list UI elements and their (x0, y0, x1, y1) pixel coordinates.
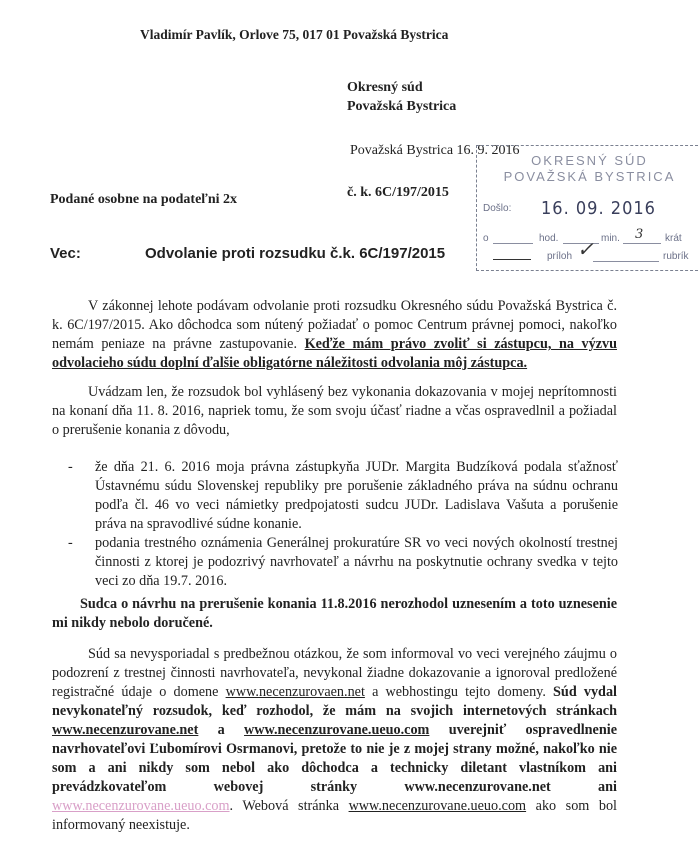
stamp-hour-line (493, 233, 533, 244)
place-and-date: Považská Bystrica 16. 9. 2016 (350, 143, 520, 158)
list-item-text: že dňa 21. 6. 2016 moja právna zástupkyňa JUDr. Margita Budzíková podala sťažnosť Ústavnému súdu Slovenskej republiky pre porušenie základného práva na súdnu ochranu podľa čl. 46 vo veci námietky predpojatosti sudcu JUDr. Ladislava Vašuta a porušenie práva na spravodlivé súdne konanie. (95, 459, 618, 532)
list-item (68, 458, 618, 534)
submission-note: Podané osobne na podateľni 2x (50, 192, 238, 207)
paragraph-appeal-intro (52, 297, 617, 373)
stamp-times-label: krát (665, 233, 682, 244)
stamp-count-value: 3 (635, 227, 644, 242)
stamp-title-line-2: POVAŽSKÁ BYSTRICA (503, 169, 676, 184)
list-item (68, 534, 618, 591)
stamp-rubric-line (593, 251, 659, 262)
stamp-handwritten-dash (493, 249, 531, 260)
sender-address: Vladimír Pavlík, Orlove 75, 017 01 Považská Bystrica (140, 27, 449, 42)
domain-link-website-ueuo-com[interactable]: www.necenzurovane.ueuo.com (348, 798, 527, 814)
stamp-title (477, 153, 700, 185)
paragraph-appeal-emphasis: Keďže mám právo zvoliť si zástupcu, na výzvu odvolacieho súdu doplní ďalšie obligatórne náležitosti odvolania môj zástupca. (52, 336, 617, 371)
recipient-court (347, 78, 456, 116)
stamp-received-label: Došlo: (483, 203, 512, 214)
paragraph-court-failure-bold-2: a (198, 722, 245, 738)
stamp-min-label: min. (601, 233, 620, 244)
stamp-received-date: 16. 09. 2016 (541, 198, 656, 219)
paragraph-court-failure-text-3: . Webová stránka (229, 798, 349, 814)
list-item-text: podania trestného oznámenia Generálnej prokuratúre SR vo veci nových okolností trestnej činnosti z ktorej je podozrivý navrhovateľ a návrhu na poskytnutie ochrany svedka v tejto veci zo dňa 19.7. 2016. (95, 535, 618, 589)
paragraph-court-failure-bold-3: uverejniť ospravedlnenie navrhovateľovi Ľubomírovi Osrmanovi, pretože to nie je z mojej strany možné, nakoľko nie som a ani nikdy som nebol ako dôchodca a technicky diletant vlastníkom ani prevádzkovateľom webovej stránky www.necenzurovane.net ani (52, 722, 617, 795)
paragraph-court-failure-text-2: a webhostingu tejto domeny. (364, 684, 554, 700)
stamp-o-label: o (483, 233, 489, 244)
domain-link-necenzurovane-ueuo-com[interactable]: www.necenzurovane.ueuo.com (244, 722, 430, 738)
domain-link-necenzurovaen-net[interactable]: www.necenzurovaen.net (225, 684, 365, 700)
recipient-line-2: Považská Bystrica (347, 99, 457, 114)
paragraph-reasons-text: Uvádzam len, že rozsudok bol vyhlásený bez vykonania dokazovania v mojej neprítomnosti na konaní dňa 11. 8. 2016, napriek tomu, že som svoju účasť riadne a včas ospravedlnil a požiadal o prerušenie konania z dôvodu, (52, 384, 617, 438)
recipient-line-1: Okresný súd (347, 80, 423, 95)
list-bullet-dash: - (68, 459, 73, 475)
domain-link-necenzurovane-net[interactable]: www.necenzurovane.net (52, 722, 199, 738)
stamp-rubric-label: rubrík (663, 251, 689, 262)
paragraph-appeal-intro-text: V zákonnej lehote podávam odvolanie proti rozsudku Okresného súdu Považská Bystrica č. k. 6C/197/2015. Ako dôchodca som nútený požiadať o pomoc Centrum právnej pomoci, nakoľko nemám peniaze na právne zastupovanie. (52, 298, 617, 352)
paragraph-court-failure-text-4: ako som bol informovaný neexistuje. (52, 798, 617, 833)
paragraph-reasons (52, 383, 617, 440)
paragraph-court-failure-text-1: Súd sa nevysporiadal s predbežnou otázkou, že som informoval vo veci verejného záujmu o podozrení z trestnej činnosti navrhovateľa, nevykonal žiadne dokazovanie a ignoroval predložené registračné údaje o domene (52, 646, 617, 700)
signature-mark-icon: ✓ (577, 237, 594, 261)
subject-label: Vec: (50, 245, 81, 262)
paragraph-court-failure-bold-1: Súd vydal nevykonateľný rozsudok, keď rozhodol, že mám na svojich internetových stránkach (52, 684, 617, 719)
paragraph-court-failure (52, 645, 617, 835)
paragraph-judge-decision-text: Sudca o návrhu na prerušenie konania 11.8.2016 nerozhodol uznesením a toto uznesenie mi nikdy nebolo doručené. (52, 596, 617, 631)
stamp-title-line-1: OKRESNÝ SÚD (531, 153, 648, 168)
stamp-attachments-label: príloh (547, 251, 573, 262)
subject-text: Odvolanie proti rozsudku č.k. 6C/197/2015 (145, 245, 446, 262)
court-receipt-stamp (476, 145, 700, 271)
paragraph-judge-decision (52, 595, 617, 633)
domain-link-faded-ueuo-com[interactable]: www.necenzurovane.ueuo.com (52, 798, 230, 814)
stamp-hour-label: hod. (539, 233, 559, 244)
case-number: č. k. 6C/197/2015 (347, 185, 449, 200)
list-bullet-dash: - (68, 535, 73, 551)
